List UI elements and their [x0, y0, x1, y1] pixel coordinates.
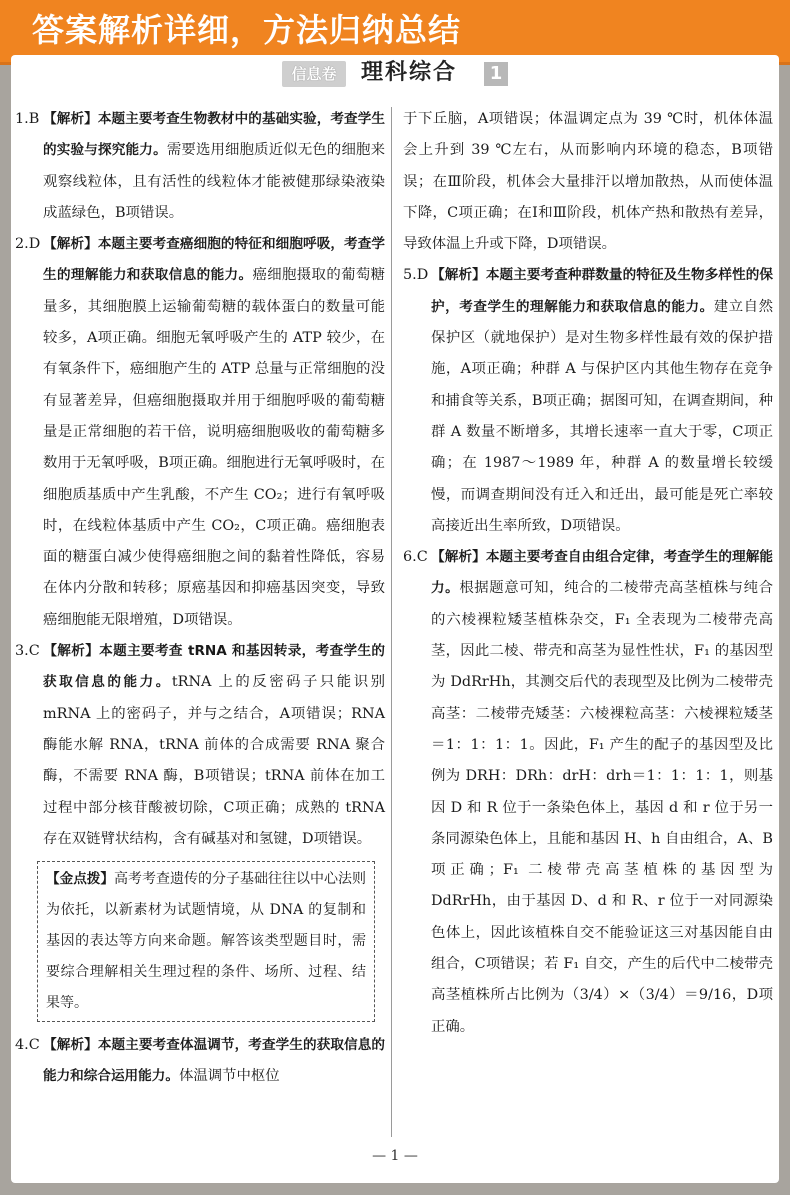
explanation-text: 根据题意可知，纯合的二棱带壳高茎植株与纯合的六棱裸粒矮茎植株杂交，F₁ 全表现为二棱带壳高茎，因此二棱、带壳和高茎为显性性状，F₁ 的基因型为 DdRrHh，其测交后代的表现型及比例为二棱带壳高茎：二棱带壳矮茎：六棱裸粒高茎：六棱裸粒矮茎＝1：1：1：1。因此，F₁ 产生的配子的基因型及比例为 DRH：DRh：drH：drh＝1：1：1：1，则基因 D 和 R 位于一条染色体上，基因 d 和 r 位于另一条同源染色体上，且能和基因 H、h 自由组合，A、B项正确；F₁ 二棱带壳高茎植株的基因型为 DdRrHh，由于基因 D、d 和 R、r 位于一对同源染色体上，因此该植株自交不能验证这三对基因能自由组合，C项错误；若 F₁ 自交，产生的后代中二棱带壳高茎植株所占比例为（3/4）×（3/4）＝9/16，D项正确。 [431, 580, 773, 1035]
answer-sheet-page [11, 55, 779, 1183]
answer-item-4-continued [403, 104, 773, 260]
analysis-tag: 【解析】 [431, 549, 486, 566]
question-number: 4.C [15, 1037, 40, 1054]
question-number: 5.D [403, 267, 429, 284]
answer-item-2 [15, 229, 385, 636]
subject-title: 理科综合 [361, 60, 458, 85]
explanation-text: 需要选用细胞质近似无色的细胞来观察线粒体，且有活性的线粒体才能被健那绿染液染成蓝绿色，B项错误。 [43, 142, 385, 221]
paper-type-tag: 信息卷 [282, 61, 346, 87]
answer-item-3 [15, 636, 385, 855]
analysis-tag: 【解析】 [43, 236, 98, 253]
answer-item-5 [403, 260, 773, 542]
question-number: 1.B [15, 111, 40, 127]
explanation-text: 癌细胞摄取的葡萄糖量多，其细胞膜上运输葡萄糖的载体蛋白的数量可能较多，A项正确。细胞无氧呼吸产生的 ATP 较少，在有氧条件下，癌细胞产生的 ATP 总量与正常细胞的没有显著差异，但癌细胞摄取并用于细胞呼吸的葡萄糖量是正常细胞的若干倍，说明癌细胞吸收的葡萄糖多数用于无氧呼吸，B项正确。细胞进行无氧呼吸时，在细胞质基质中产生乳酸，不产生 CO₂；进行有氧呼吸时，在线粒体基质中产生 CO₂，C项正确。癌细胞表面的糖蛋白减少使得癌细胞之间的黏着性降低，容易在体内分散和转移；原癌基因和抑癌基因突变，导致癌细胞能无限增殖，D项错误。 [43, 267, 385, 628]
analysis-tag: 【解析】 [43, 111, 98, 127]
explanation-text: tRNA 上的反密码子只能识别 mRNA 上的密码子，并与之结合，A项错误；RNA 酶能水解 RNA，tRNA 前体的合成需要 RNA 聚合酶，不需要 RNA 酶，B项错误；tRNA 前体在加工过程中部分核苷酸被切除，C项正确；成熟的 tRNA 存在双链臂状结构，含有碱基对和氢键，D项错误。 [43, 674, 385, 847]
tip-tag: 【金点拨】 [46, 871, 114, 888]
key-point: 本题主要考查 tRNA 和基因转录，考查学生的获取信息的能力。 [43, 643, 386, 691]
answer-item-6 [403, 542, 773, 1043]
page-number: — 1 — [372, 1148, 418, 1164]
volume-number: 1 [484, 62, 508, 86]
key-point: 本题主要考查癌细胞的特征和细胞呼吸，考查学生的理解能力和获取信息的能力。 [43, 236, 386, 284]
explanation-text: 建立自然保护区（就地保护）是对生物多样性最有效的保护措施，A项正确；种群 A 与保护区内其他生物存在竞争和捕食等关系，B项正确；据图可知，在调查期间，种群 A 数量不断增多，其增长速率一直大于零，C项正确；在 1987～1989 年，种群 A 的数量增长较缓慢，而调查期间没有迁入和迁出，最可能是死亡率较高接近出生率所致，D项错误。 [431, 298, 773, 534]
analysis-tag: 【解析】 [43, 1037, 98, 1054]
tip-box [37, 861, 375, 1022]
explanation-text: 于下丘脑，A项错误；体温调定点为 39 ℃时，机体体温会上升到 39 ℃左右，从而影响内环境的稳态，B项错误；在Ⅲ阶段，机体会大量排汗以增加散热，从而使体温下降，C项正确；在Ⅰ和Ⅲ阶段，机体产热和散热有差异，导致体温上升或下降，D项错误。 [403, 111, 773, 253]
key-point: 本题主要考查自由组合定律，考查学生的理解能力。 [431, 549, 774, 597]
question-number: 6.C [403, 549, 428, 566]
column-divider [391, 107, 392, 1137]
key-point: 本题主要考查种群数量的特征及生物多样性的保护，考查学生的理解能力和获取信息的能力。 [431, 267, 774, 315]
key-point: 本题主要考查生物教材中的基础实验，考查学生的实验与探究能力。 [43, 111, 386, 159]
question-number: 3.C [15, 643, 40, 660]
explanation-text: 体温调节中枢位 [178, 1068, 280, 1085]
key-point: 本题主要考查体温调节，考查学生的获取信息的能力和综合运用能力。 [43, 1037, 386, 1085]
page-header [11, 55, 779, 98]
analysis-tag: 【解析】 [43, 643, 100, 660]
question-number: 2.D [15, 236, 41, 253]
left-column [15, 104, 385, 1093]
right-column [403, 104, 773, 1043]
banner-title: 答案解析详细，方法归纳总结 [32, 11, 462, 49]
answer-item-1 [15, 104, 385, 229]
analysis-tag: 【解析】 [431, 267, 486, 284]
answer-item-4 [15, 1030, 385, 1093]
tip-text: 高考考查遗传的分子基础往往以中心法则为依托，以新素材为试题情境，从 DNA 的复制和基因的表达等方向来命题。解答该类型题目时，需要综合理解相关生理过程的条件、场所、过程、结果等。 [46, 871, 367, 1012]
